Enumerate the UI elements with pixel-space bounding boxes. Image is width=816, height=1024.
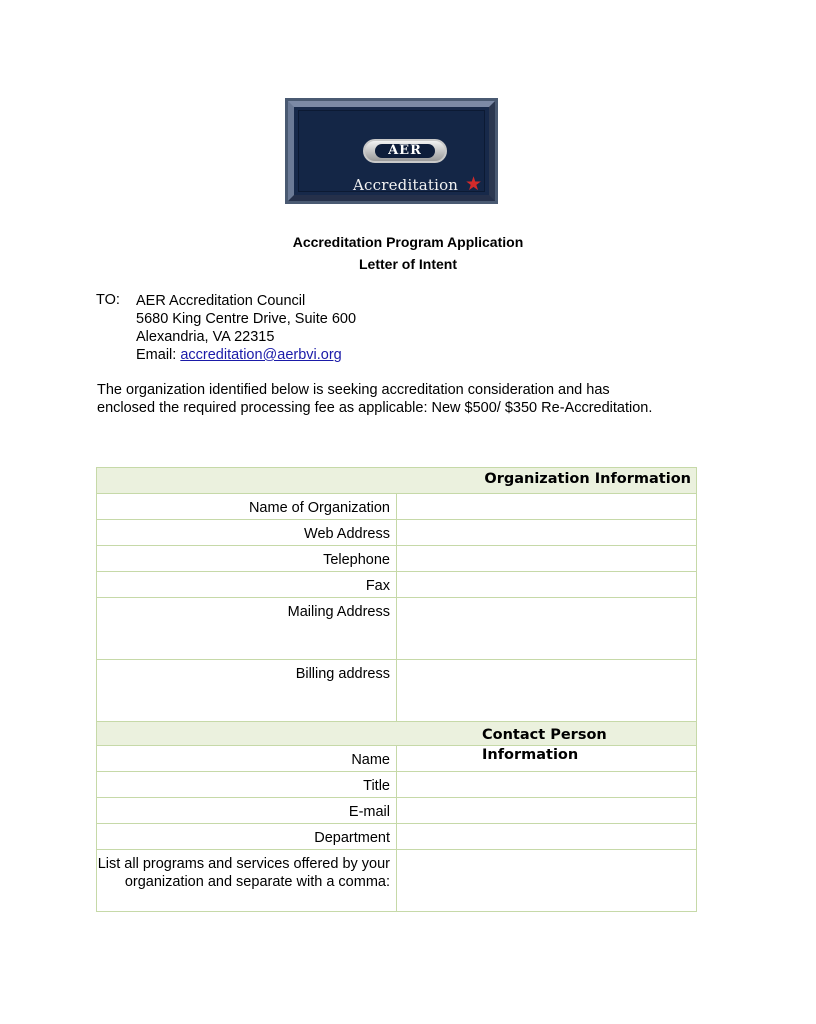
table-row — [97, 546, 697, 572]
table-row — [97, 850, 697, 912]
web-address-label: Web Address — [304, 526, 390, 542]
telephone-label: Telephone — [323, 552, 390, 568]
contact-email-label: E-mail — [348, 804, 390, 820]
organization-header-label: Organization Information — [484, 471, 691, 487]
fax-field[interactable] — [397, 572, 697, 598]
contact-title-field[interactable] — [397, 772, 697, 798]
mailing-address-field[interactable] — [397, 598, 697, 660]
mailing-address-label: Mailing Address — [287, 604, 390, 620]
star-icon: ★ — [465, 173, 483, 195]
logo-aer-text: AER — [375, 144, 435, 158]
programs-field[interactable] — [397, 850, 697, 912]
intro-paragraph: The organization identified below is seeking accreditation consideration and has enclosed the required processing fee as applicable: New $500/ $350 Re-Accreditation. — [97, 382, 653, 416]
table-row — [97, 772, 697, 798]
telephone-field[interactable] — [397, 546, 697, 572]
organization-section-header — [97, 468, 697, 494]
document-title: Accreditation Program Application — [292, 234, 524, 250]
table-row — [97, 660, 697, 722]
recipient-address — [136, 292, 356, 364]
table-row — [97, 798, 697, 824]
department-label: Department — [314, 830, 390, 846]
table-row — [97, 494, 697, 520]
recipient-name: AER Accreditation Council — [136, 293, 306, 309]
logo-aer-badge — [363, 139, 447, 163]
logo-panel — [298, 110, 485, 195]
table-row — [97, 824, 697, 850]
contact-section-header — [97, 722, 697, 746]
department-field[interactable] — [397, 824, 697, 850]
document-subtitle: Letter of Intent — [359, 256, 457, 272]
contact-name-label: Name — [351, 752, 390, 768]
application-form-table — [96, 467, 697, 912]
aer-accreditation-logo — [285, 98, 498, 204]
email-link[interactable]: accreditation@aerbvi.org — [180, 347, 342, 363]
table-row — [97, 572, 697, 598]
to-label: TO: — [96, 292, 120, 308]
recipient-city: Alexandria, VA 22315 — [136, 329, 275, 345]
org-name-label: Name of Organization — [248, 500, 390, 516]
web-address-field[interactable] — [397, 520, 697, 546]
contact-email-field[interactable] — [397, 798, 697, 824]
contact-header-label: Contact Person Information — [482, 727, 607, 763]
billing-address-field[interactable] — [397, 660, 697, 722]
table-row — [97, 520, 697, 546]
logo-accreditation-text: Accreditation — [353, 176, 459, 194]
org-name-field[interactable] — [397, 494, 697, 520]
email-prefix: Email: — [136, 347, 181, 363]
programs-label: List all programs and services offered by your organization and separate with a comma: — [97, 856, 390, 890]
recipient-street: 5680 King Centre Drive, Suite 600 — [136, 311, 357, 327]
recipient-email-line — [136, 346, 356, 364]
contact-title-label: Title — [363, 778, 390, 794]
fax-label: Fax — [365, 578, 390, 594]
table-row — [97, 598, 697, 660]
billing-address-label: Billing address — [295, 666, 390, 682]
